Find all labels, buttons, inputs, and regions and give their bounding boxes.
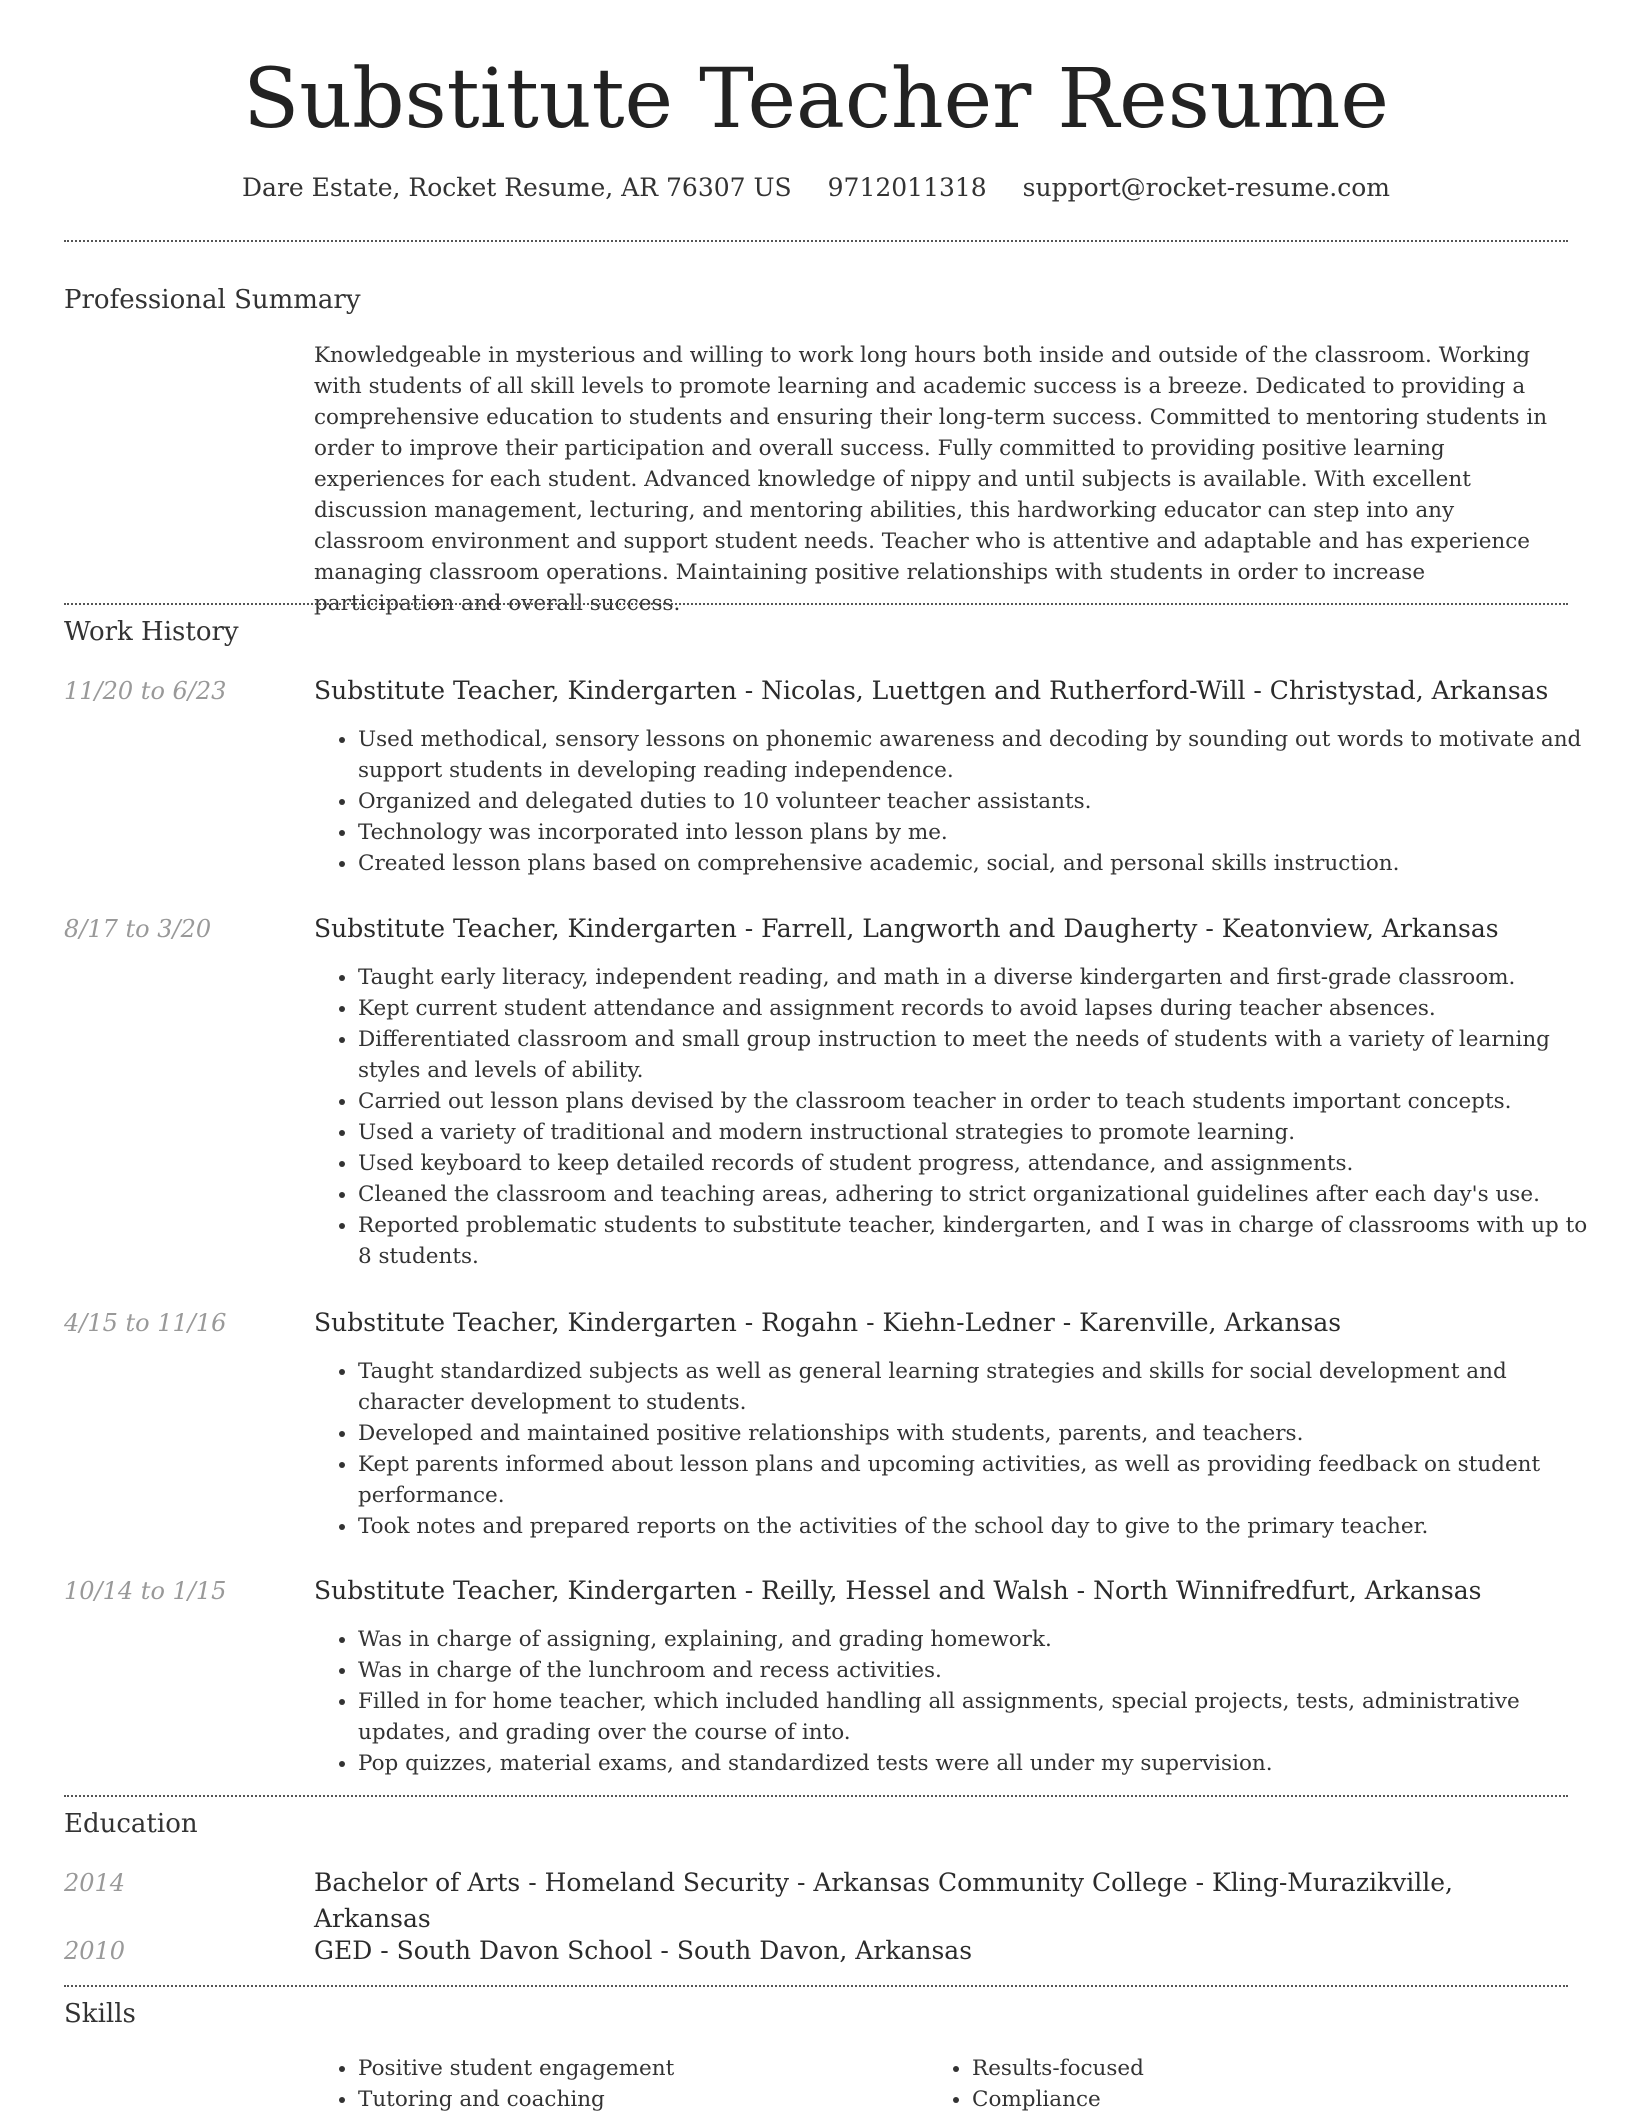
job-bullets <box>314 1624 1588 1779</box>
list-item: • Kept parents informed about lesson plans and upcoming activities, as well as providing feedback on student performance. <box>358 1449 1588 1511</box>
skills-heading: Skills <box>64 1999 136 2029</box>
list-item: • Cleaned the classroom and teaching areas, adhering to strict organizational guidelines after each day's use. <box>358 1179 1588 1210</box>
education-heading: Education <box>64 1809 198 1839</box>
job-title: Substitute Teacher, Kindergarten - Reilly, Hessel and Walsh - North Winnifredfurt, Arkansas <box>314 1576 1482 1605</box>
education-entry: GED - South Davon School - South Davon, Arkansas <box>314 1936 973 1965</box>
contact-line <box>0 168 1632 208</box>
job-title: Substitute Teacher, Kindergarten - Rogahn - Kiehn-Ledner - Karenville, Arkansas <box>314 1308 1342 1337</box>
job-bullets <box>314 1356 1588 1542</box>
list-item: • Taught standardized subjects as well as general learning strategies and skills for social development and character development to students. <box>358 1356 1588 1418</box>
job-title: Substitute Teacher, Kindergarten - Nicolas, Luettgen and Rutherford-Will - Christystad, Arkansas <box>314 676 1549 705</box>
job-dates: 10/14 to 1/15 <box>64 1577 227 1605</box>
job-dates: 4/15 to 11/16 <box>64 1309 227 1337</box>
resume-title: Substitute Teacher Resume <box>243 52 1389 147</box>
list-item: • Used keyboard to keep detailed records of student progress, attendance, and assignments. <box>358 1148 1588 1179</box>
education-year: 2014 <box>64 1869 126 1897</box>
list-item: • Was in charge of assigning, explaining, and grading homework. <box>358 1624 1588 1655</box>
skill-item: • Results-focused <box>972 2053 1572 2084</box>
skill-item: • Tutoring and coaching <box>358 2084 928 2115</box>
list-item: • Used methodical, sensory lessons on phonemic awareness and decoding by sounding out words to motivate and support students in developing reading independence. <box>358 724 1588 786</box>
list-item: • Differentiated classroom and small group instruction to meet the needs of students with a variety of learning styles and levels of ability. <box>358 1024 1588 1086</box>
skill-item: • Compliance <box>972 2084 1572 2115</box>
job-dates: 8/17 to 3/20 <box>64 915 212 943</box>
job-title: Substitute Teacher, Kindergarten - Farrell, Langworth and Daugherty - Keatonview, Arkansas <box>314 914 1499 943</box>
list-item: • Filled in for home teacher, which included handling all assignments, special projects, tests, administrative updates, and grading over the course of into. <box>358 1686 1588 1748</box>
work-history-heading: Work History <box>64 617 239 647</box>
list-item: • Created lesson plans based on comprehensive academic, social, and personal skills instruction. <box>358 848 1588 879</box>
summary-text: Knowledgeable in mysterious and willing to work long hours both inside and outside of the classroom. Working with students of all skill levels to promote learning and academic success is a breeze. Dedicated to providing a comprehensive education to students and ensuring their long-term success. Committed to mentoring students in order to improve their participation and overall success. Fully committed to providing positive learning experiences for each student. Advanced knowledge of nippy and until subjects is available. With excellent discussion management, lecturing, and mentoring abilities, this hardworking educator can step into any classroom environment and support student needs. Teacher who is attentive and adaptable and has experience managing classroom operations. Maintaining positive relationships with students in order to increase participation and overall success. <box>314 343 1548 616</box>
divider <box>64 603 1568 605</box>
list-item: • Technology was incorporated into lesson plans by me. <box>358 817 1588 848</box>
list-item: • Kept current student attendance and assignment records to avoid lapses during teacher absences. <box>358 993 1588 1024</box>
skills-list-right <box>928 2053 1572 2115</box>
list-item: • Was in charge of the lunchroom and recess activities. <box>358 1655 1588 1686</box>
list-item: • Organized and delegated duties to 10 volunteer teacher assistants. <box>358 786 1588 817</box>
email: support@rocket-resume.com <box>1022 173 1390 202</box>
divider <box>64 1985 1568 1987</box>
list-item: • Developed and maintained positive relationships with students, parents, and teachers. <box>358 1418 1588 1449</box>
list-item: • Taught early literacy, independent reading, and math in a diverse kindergarten and first-grade classroom. <box>358 962 1588 993</box>
address: Dare Estate, Rocket Resume, AR 76307 US <box>242 173 792 202</box>
skills-list-left <box>314 2053 928 2115</box>
skill-item: • Positive student engagement <box>358 2053 928 2084</box>
list-item: • Took notes and prepared reports on the activities of the school day to give to the primary teacher. <box>358 1511 1588 1542</box>
job-bullets <box>314 724 1588 879</box>
job-bullets <box>314 962 1588 1272</box>
education-year: 2010 <box>64 1937 126 1965</box>
list-item: • Pop quizzes, material exams, and standardized tests were all under my supervision. <box>358 1748 1588 1779</box>
list-item: • Carried out lesson plans devised by the classroom teacher in order to teach students important concepts. <box>358 1086 1588 1117</box>
summary-heading: Professional Summary <box>64 285 361 315</box>
education-entry: Bachelor of Arts - Homeland Security - Arkansas Community College - Kling-Murazikville, Arkansas <box>314 1868 1454 1933</box>
phone: 9712011318 <box>827 173 987 202</box>
divider <box>64 1795 1568 1797</box>
job-dates: 11/20 to 6/23 <box>64 677 227 705</box>
list-item: • Reported problematic students to substitute teacher, kindergarten, and I was in charge of classrooms with up to 8 students. <box>358 1210 1588 1272</box>
list-item: • Used a variety of traditional and modern instructional strategies to promote learning. <box>358 1117 1588 1148</box>
divider <box>64 240 1568 242</box>
